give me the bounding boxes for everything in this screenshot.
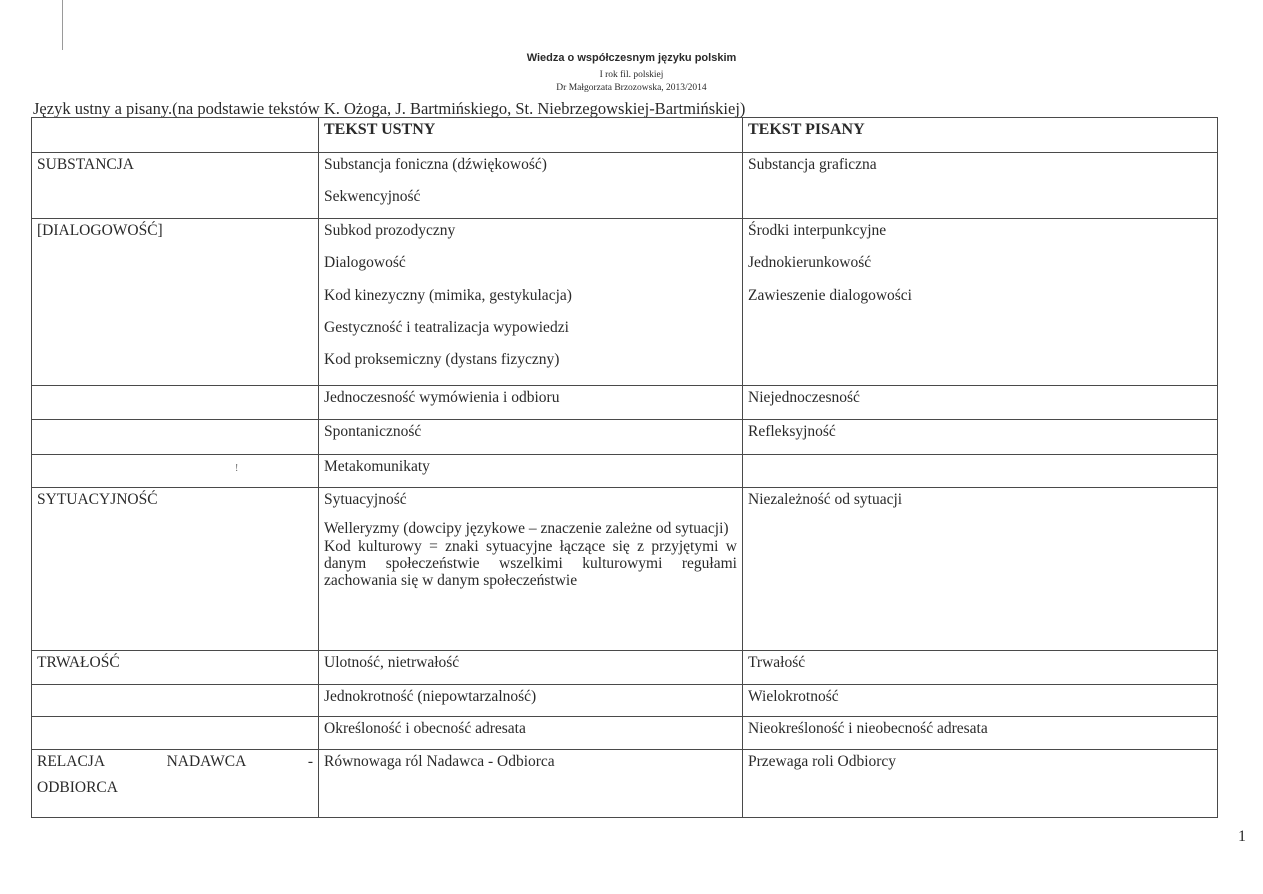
list-item: Zawieszenie dialogowości (748, 286, 912, 304)
table-row-relacja (32, 750, 1218, 818)
oral-cell: Ulotność, nietrwałość (319, 651, 743, 685)
oral-cell: Spontaniczność (319, 420, 743, 455)
written-cell: Refleksyjność (743, 420, 1218, 455)
oral-cell: Równowaga ról Nadawca - Odbiorca (319, 750, 743, 818)
list-item: Kod kulturowy = znaki sytuacyjne łączące się z przyjętymi w danym społeczeństwie wszelkimi kulturowymi regułami zachowania się w danym społeczeństwie (324, 537, 737, 590)
table-row-sytuacyjnosc (32, 488, 1218, 651)
oral-cell: Jednoczesność wymówienia i odbioru (319, 386, 743, 420)
written-cell (743, 153, 1218, 219)
category-cell (32, 717, 319, 750)
intro-heading: Język ustny a pisany.(na podstawie tekstów K. Ożoga, J. Bartmińskiego, St. Niebrzegowskiej-Bartmińskiej) (33, 99, 746, 118)
course-subtitle: I rok fil. polskiej (599, 70, 664, 80)
written-cell: Niejednoczesność (743, 386, 1218, 420)
oral-cell (319, 488, 743, 651)
category-line: RELACJA NADAWCA - (37, 753, 313, 770)
list-item: Sekwencyjność (324, 188, 421, 206)
table-row-substancja (32, 153, 1218, 219)
oral-cell (319, 219, 743, 386)
header-cell-empty (32, 118, 319, 153)
list-item: Dialogowość (324, 254, 406, 272)
list-item: Niezależność od sytuacji (748, 491, 903, 508)
table-row (32, 717, 1218, 750)
scan-artifact-line (62, 0, 63, 50)
category-cell (32, 455, 319, 488)
written-cell: Przewaga roli Odbiorcy (743, 750, 1218, 818)
list-item: Substancja graficzna (748, 156, 877, 173)
category-cell: SUBSTANCJA (32, 153, 319, 219)
oral-cell: Określoność i obecność adresata (319, 717, 743, 750)
list-item: Sytuacyjność (324, 491, 407, 508)
category-cell (32, 386, 319, 420)
table-row-trwalosc (32, 651, 1218, 685)
table-row (32, 685, 1218, 717)
written-cell (743, 488, 1218, 651)
table-row (32, 386, 1218, 420)
table-row-dialogowosc (32, 219, 1218, 386)
list-item: Gestyczność i teatralizacja wypowiedzi (324, 319, 569, 337)
list-item: Środki interpunkcyjne (748, 222, 887, 239)
oral-cell: Metakomunikaty (319, 455, 743, 488)
stray-mark: ! (235, 463, 239, 474)
list-item: Subkod prozodyczny (324, 222, 456, 239)
table-header-row (32, 118, 1218, 153)
header-cell-written: TEKST PISANY (743, 118, 1218, 153)
category-cell (32, 685, 319, 717)
list-item: Substancja foniczna (dźwiękowość) (324, 156, 547, 173)
list-item: Kod proksemiczny (dystans fizyczny) (324, 351, 560, 369)
document-title: Wiedza o współczesnym języku polskim (526, 52, 737, 64)
written-cell: Trwałość (743, 651, 1218, 685)
table-row (32, 455, 1218, 488)
oral-cell: Jednokrotność (niepowtarzalność) (319, 685, 743, 717)
table-row (32, 420, 1218, 455)
written-cell: Wielokrotność (743, 685, 1218, 717)
list-item: Jednokierunkowość (748, 254, 872, 272)
category-cell: TRWAŁOŚĆ (32, 651, 319, 685)
author-line: Dr Małgorzata Brzozowska, 2013/2014 (556, 83, 707, 93)
list-item: Welleryzmy (dowcipy językowe – znaczenie zależne od sytuacji) (324, 520, 729, 538)
page-number: 1 (1238, 828, 1246, 845)
category-cell (32, 750, 319, 818)
oral-cell (319, 153, 743, 219)
category-cell: [DIALOGOWOŚĆ] (32, 219, 319, 386)
comparison-table (31, 117, 1218, 818)
written-cell (743, 219, 1218, 386)
category-cell: SYTUACYJNOŚĆ (32, 488, 319, 651)
written-cell: Nieokreśloność i nieobecność adresata (743, 717, 1218, 750)
list-item: Kod kinezyczny (mimika, gestykulacja) (324, 286, 572, 304)
header-cell-oral: TEKST USTNY (319, 118, 743, 153)
category-cell (32, 420, 319, 455)
written-cell-empty (743, 455, 1218, 488)
category-line: ODBIORCA (37, 779, 118, 797)
